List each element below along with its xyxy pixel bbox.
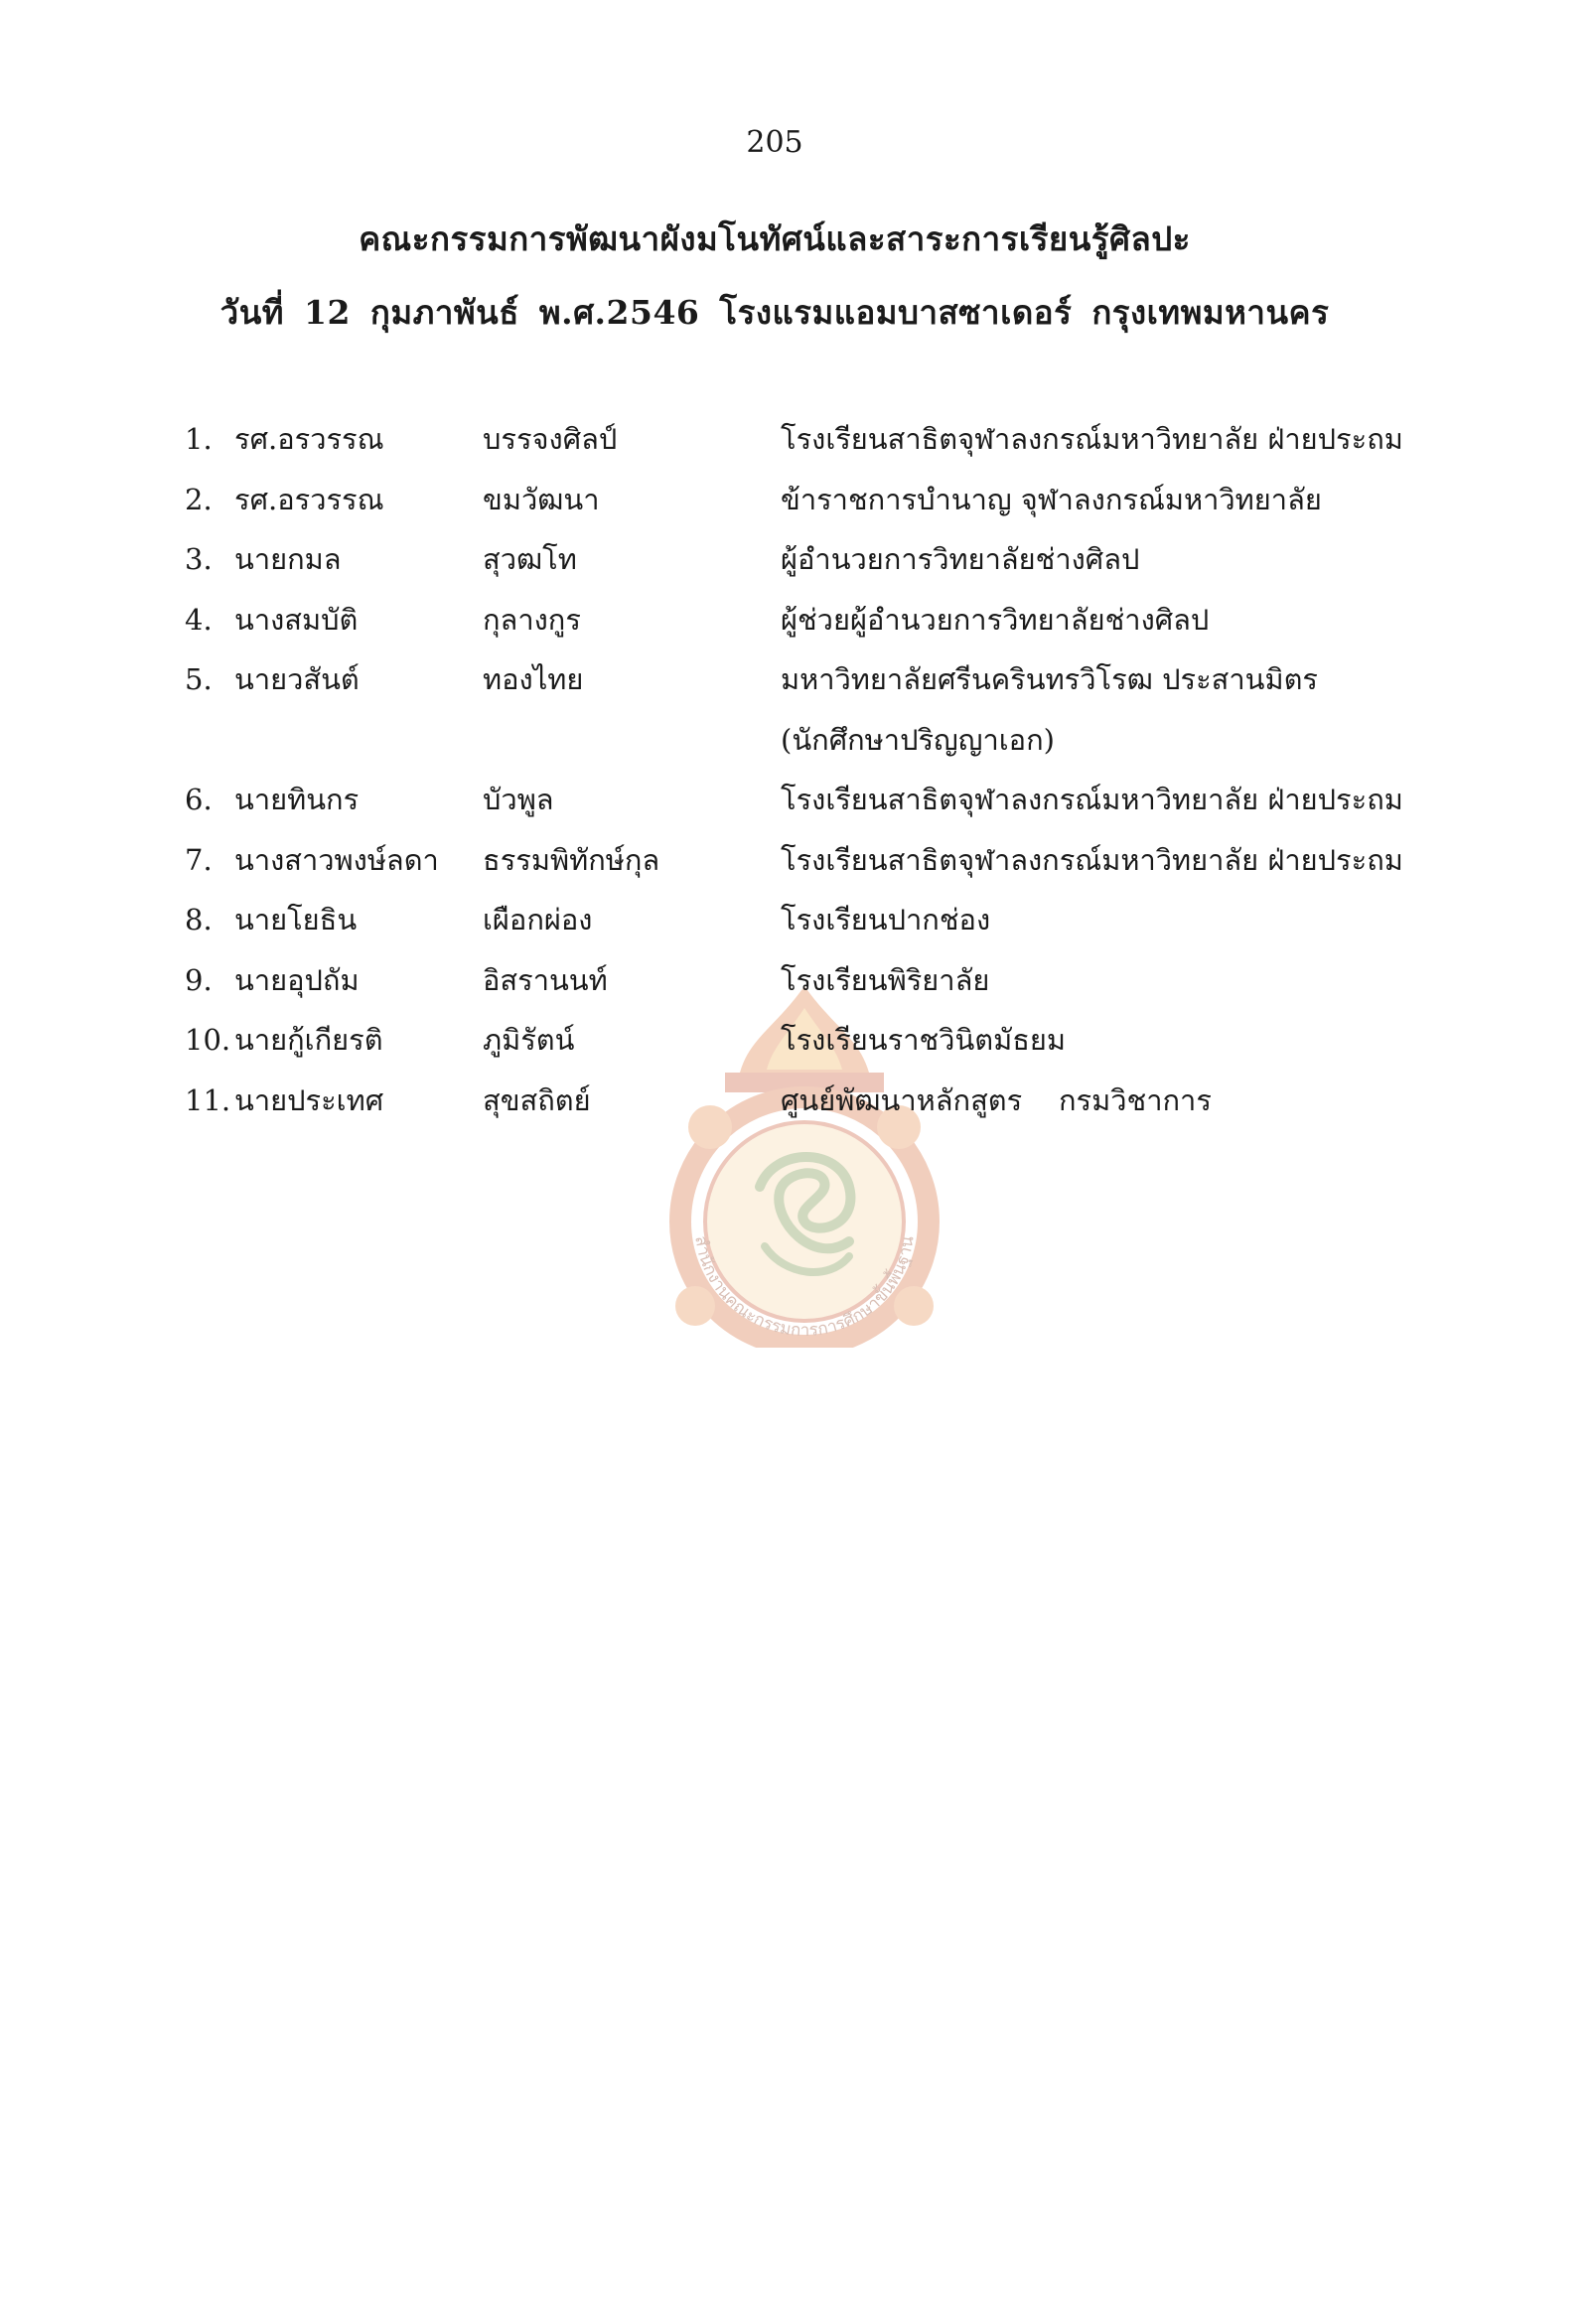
list-item [185,950,1426,1011]
list-item [185,409,1426,470]
member-first-name: นางสมบัติ [234,602,359,637]
member-last-name: ขมวัฒนา [483,482,600,516]
member-organization: ข้าราชการบำนาญ จุฬาลงกรณ์มหาวิทยาลัย [781,482,1322,516]
member-last-name: สุวฒโท [483,542,577,576]
list-item [185,1071,1426,1131]
member-first-name: รศ.อรวรรณ [234,422,384,456]
member-first-name: นายทินกร [234,783,360,816]
member-organization: โรงเรียนปากช่อง [781,903,991,936]
member-last-name: เผือกผ่อง [483,903,593,936]
page-number: 205 [746,125,803,160]
member-last-name: บัวพูล [483,783,554,816]
member-organization: โรงเรียนสาธิตจุฬาลงกรณ์มหาวิทยาลัย ฝ่ายประถม [781,422,1403,456]
document-title: คณะกรรมการพัฒนาผังมโนทัศน์และสาระการเรียนรู้ศิลปะ [359,219,1191,258]
member-organization: ผู้อำนวยการวิทยาลัยช่างศิลป [781,542,1140,576]
member-first-name: รศ.อรวรรณ [234,482,384,516]
member-last-name: อิสรานนท์ [483,962,608,997]
item-number: 3. [185,542,213,576]
member-list [185,409,1426,1130]
member-first-name: นางสาวพงษ์ลดา [234,842,439,877]
member-organization: ศูนย์พัฒนาหลักสูตร [781,1082,1023,1117]
list-item [185,890,1426,950]
item-number: 6. [185,783,213,816]
document-subtitle: วันที่ 12 กุมภาพันธ์ พ.ศ.2546 โรงแรมแอมบาสซาเดอร์ กรุงเทพมหานคร [219,293,1330,332]
member-organization: ผู้ช่วยผู้อำนวยการวิทยาลัยช่างศิลป [781,602,1210,637]
item-number: 7. [185,842,213,877]
member-last-name: สุขสถิตย์ [483,1082,591,1117]
seal-text: สำนักงานคณะกรรมการการศึกษาขั้นพื้นฐาน [690,1233,919,1341]
list-item [185,649,1426,710]
member-organization: โรงเรียนสาธิตจุฬาลงกรณ์มหาวิทยาลัย ฝ่ายประถม [781,783,1403,816]
member-first-name: นายอุปถัม [234,962,360,997]
list-item [185,470,1426,530]
list-item [185,529,1426,590]
member-organization-department: กรมวิชาการ [1059,1082,1212,1117]
member-organization: โรงเรียนราชวินิตมัธยม [781,1023,1067,1057]
member-last-name: ทองไทย [483,662,584,696]
item-number: 10. [185,1023,231,1057]
item-number: 11. [185,1082,231,1117]
member-first-name: นายกมล [234,542,342,576]
item-number: 5. [185,662,213,696]
member-last-name: ภูมิรัตน์ [483,1023,575,1057]
item-number: 9. [185,962,213,997]
member-last-name: ธรรมพิทักษ์กุล [483,842,660,877]
item-number: 2. [185,482,213,516]
item-number: 1. [185,422,213,456]
member-first-name: นายวสันต์ [234,662,360,696]
member-organization-note: (นักศึกษาปริญญาเอก) [781,722,1055,757]
list-item [185,590,1426,650]
member-first-name: นายกู้เกียรติ [234,1023,383,1057]
member-last-name: กุลางกูร [483,602,581,637]
member-organization: โรงเรียนสาธิตจุฬาลงกรณ์มหาวิทยาลัย ฝ่ายประถม [781,842,1403,877]
list-item [185,830,1426,891]
list-item [185,770,1426,830]
list-item [185,1010,1426,1071]
list-item-continuation [185,710,1426,771]
member-organization: โรงเรียนพิริยาลัย [781,962,990,997]
member-organization: มหาวิทยาลัยศรีนครินทรวิโรฒ ประสานมิตร [781,662,1319,696]
member-last-name: บรรจงศิลป์ [483,422,618,456]
member-first-name: นายประเทศ [234,1082,384,1117]
item-number: 8. [185,903,213,936]
item-number: 4. [185,602,213,637]
member-first-name: นายโยธิน [234,903,358,936]
